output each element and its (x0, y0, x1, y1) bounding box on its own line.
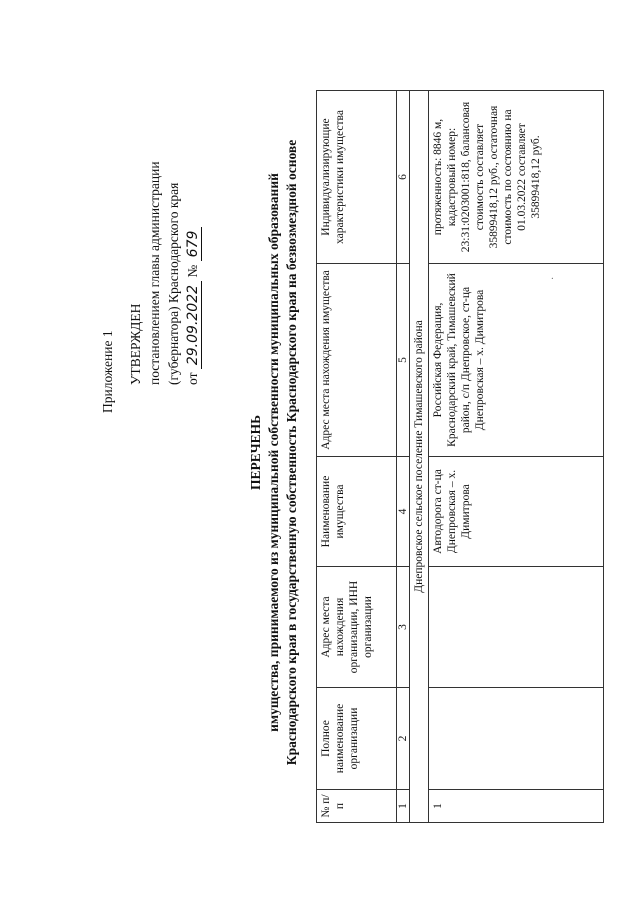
section-title: Днепровское сельское поселение Тимашевского района (410, 91, 429, 823)
column-number: 1 (397, 790, 410, 823)
document-title: ПЕРЕЧЕНЬ (248, 414, 263, 491)
column-number: 3 (397, 567, 410, 688)
header-cell: Адрес места нахождения организации, ИНН организации (317, 567, 397, 688)
approval-line-2: (губернатора) Краснодарского края (166, 182, 181, 385)
row-org-address (429, 567, 604, 688)
header-cell: № п/п (317, 790, 397, 823)
row-characteristics: протяженность: 8846 м, кадастровый номер: 23:31:0203001:818, балансовая стоимость составляет 35899418,12 руб., остаточная стоимость по состоянию на 01.03.2022 составляет 35899418,12 руб. (429, 91, 604, 264)
table-row (429, 91, 604, 823)
row-number: 1 (429, 790, 604, 823)
section-row (410, 91, 429, 823)
approval-date: 29.09.2022 (185, 281, 202, 369)
header-cell: Адрес места нахождения имущества (317, 264, 397, 457)
header-cell: Полное наименование организации (317, 688, 397, 790)
row-property-name: Автодорога ст-ца Днепровская – х. Димитрова (429, 457, 604, 567)
scan-dot: · (548, 276, 559, 280)
appendix-label: Приложение 1 (100, 330, 115, 413)
column-number-row (397, 91, 410, 823)
header-cell: Индивидуализирующие характеристики имущества (317, 91, 397, 264)
header-cell: Наименование имущества (317, 457, 397, 567)
column-number: 2 (397, 688, 410, 790)
row-org (429, 688, 604, 790)
title-line-2: Краснодарского края в государственную собственность Краснодарского края на безвозмездной основе (284, 139, 299, 766)
title-line-1: имущества, принимаемого из муниципальной собственности муниципальных образований (266, 173, 281, 732)
approval-line-1: постановлением главы администрации (147, 161, 162, 385)
number-prefix: № (185, 264, 200, 278)
approval-number: 679 (185, 227, 202, 262)
approval-date-line (183, 35, 203, 385)
table-header-row (317, 91, 397, 823)
column-number: 5 (397, 264, 410, 457)
approval-word: УТВЕРЖДЕН (128, 303, 143, 385)
column-number: 4 (397, 457, 410, 567)
row-property-address: Российская Федерация, Краснодарский край, Тимашевский район, с/п Днепровское, ст-ца Днепровская – х. Димитрова (429, 264, 604, 457)
property-table (316, 90, 604, 823)
date-prefix: от (185, 372, 200, 385)
approval-block (126, 35, 203, 385)
column-number: 6 (397, 91, 410, 264)
